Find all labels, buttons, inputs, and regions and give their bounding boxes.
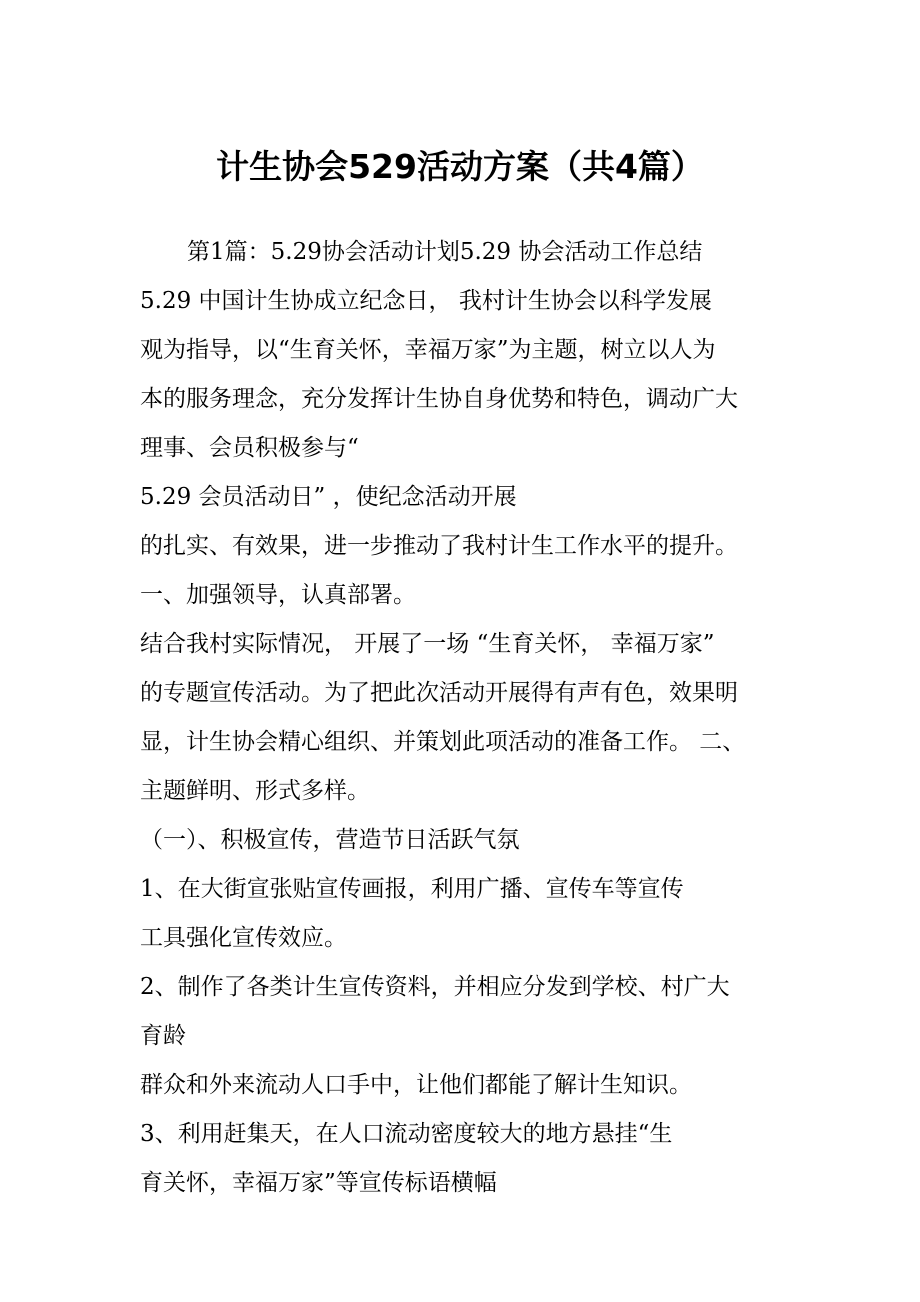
paragraph-line: 5.29 会员活动日” ，使纪念活动开展 [140,484,517,510]
paragraph-line: 育关怀，幸福万家”等宣传标语横幅 [140,1170,497,1196]
list-item: 1、在大街宣张贴宣传画报，利用广播、宣传车等宣传 [140,876,684,902]
section-heading: 主题鲜明、形式多样。 [140,778,370,804]
paragraph-line: 显，计生协会精心组织、并策划此项活动的准备工作。 二、 [140,729,746,755]
paragraph-line: 5.29 中国计生协成立纪念日， 我村计生协会以科学发展 [140,288,712,314]
list-item: 2、制作了各类计生宣传资料，并相应分发到学校、村广大 [140,974,730,1000]
paragraph-line: 育龄 [140,1023,186,1049]
paragraph-line: 结合我村实际情况， 开展了一场 “生育关怀， 幸福万家” [140,631,715,657]
subsection-heading: （一）、积极宣传，营造节日活跃气氛 [140,827,520,853]
section-heading: 一、加强领导，认真部署。 [140,582,416,608]
paragraph-line: 工具强化宣传效应。 [140,925,347,951]
paragraph-line: 理事、会员积极参与“ [140,435,359,461]
document-body [140,228,800,1208]
document-title: 计生协会529活动方案（共4篇） [216,147,704,186]
paragraph-line: 观为指导，以“生育关怀，幸福万家”为主题，树立以人为 [140,337,716,363]
paragraph-line: 的扎实、有效果，进一步推动了我村计生工作水平的提升。 [140,533,738,559]
list-item: 3、利用赶集天，在人口流动密度较大的地方悬挂“生 [140,1121,673,1147]
paragraph-line: 群众和外来流动人口手中，让他们都能了解计生知识。 [140,1072,692,1098]
paragraph-line: 的专题宣传活动。为了把此次活动开展得有声有色，效果明 [140,680,738,706]
paragraph-line: 第1篇：5.29协会活动计划5.29 协会活动工作总结 [187,239,703,265]
paragraph-line: 本的服务理念，充分发挥计生协自身优势和特色，调动广大 [140,386,738,412]
